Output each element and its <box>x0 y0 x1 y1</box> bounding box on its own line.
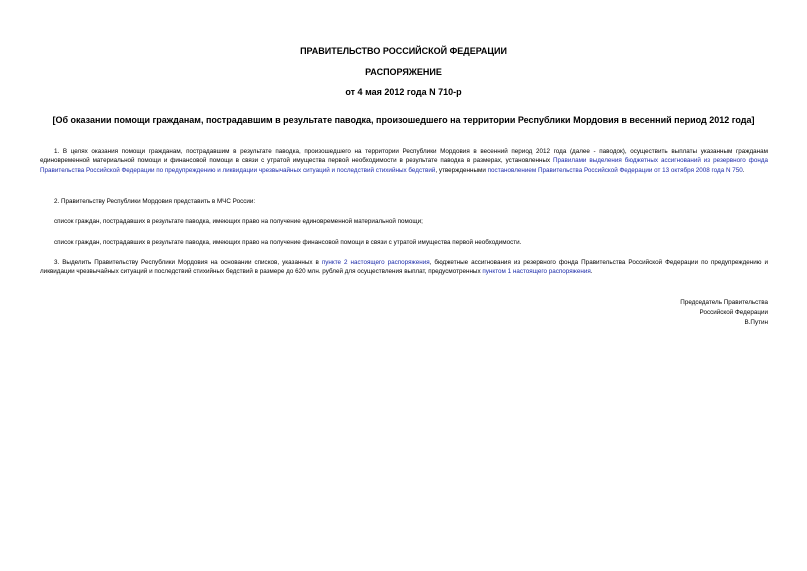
point-2-link[interactable]: пункте 2 настоящего распоряжения <box>321 259 430 266</box>
paragraph-1 <box>40 147 768 175</box>
signature-position-line: Председатель Правительства <box>680 299 768 306</box>
paragraph-2-item-1: список граждан, пострадавших в результате паводка, имеющих право на получение единовременной материальной помощи; <box>54 218 423 225</box>
doc-type-heading: РАСПОРЯЖЕНИЕ <box>365 67 442 77</box>
paragraph-3-text-a: 3. Выделить Правительству Республики Мордовия на основании списков, указанных в <box>54 259 322 266</box>
document-title: [Об оказании помощи гражданам, пострадавшим в результате паводка, произошедшего на территории Республики Мордовия в весенний период 2012 года] <box>52 115 755 125</box>
paragraph-1-text-c: . <box>742 166 745 174</box>
point-1-link[interactable]: пунктом 1 настоящего распоряжения <box>482 268 591 276</box>
paragraph-1-text-a: 1. В целях оказания помощи гражданам, пострадавшим в результате паводка, произошедшего на территории Республики Мордовия в весенний период 2012 года (далее - паводок), осуществить выплаты указанным гражданам единовременной материальной помощи и финансовой помощи в связи с утратой имущества первой необходимости в результате паводка в размерах, установленных <box>40 148 768 165</box>
paragraph-2-item-2: список граждан, пострадавших в результате паводка, имеющих право на получение финансовой помощи в связи с утратой имущества первой необходимости. <box>54 239 522 246</box>
signature-block <box>680 298 768 328</box>
paragraph-1-text-b: , утвержденными <box>435 166 488 174</box>
paragraph-3-text-b: , бюджетные ассигнования из резервного фонда Правительства Российской Федерации по предупреждению и ликвидации чрезвычайных ситуаций и последствий стихийных бедствий в размере до 620 млн. рублей для осуществления выплат, предусмотренных <box>40 259 768 276</box>
signature-country-line: Российской Федерации <box>699 309 768 316</box>
signature-name: В.Путин <box>744 319 768 326</box>
org-heading: ПРАВИТЕЛЬСТВО РОССИЙСКОЙ ФЕДЕРАЦИИ <box>300 46 507 56</box>
paragraph-2: 2. Правительству Республики Мордовия представить в МЧС России: <box>54 198 256 205</box>
paragraph-3-text-c: . <box>590 268 593 276</box>
rules-link[interactable]: Правилами выделения бюджетных ассигнований из резервного фонда Правительства Российской Федерации по предупреждению и ликвидации чрезвычайных ситуаций и последствий стихийных бедствий <box>40 157 768 174</box>
paragraph-3 <box>40 258 768 277</box>
resolution-750-link[interactable]: постановлением Правительства Российской Федерации от 13 октября 2008 года N 750 <box>487 166 743 174</box>
date-number: от 4 мая 2012 года N 710-р <box>345 87 462 97</box>
